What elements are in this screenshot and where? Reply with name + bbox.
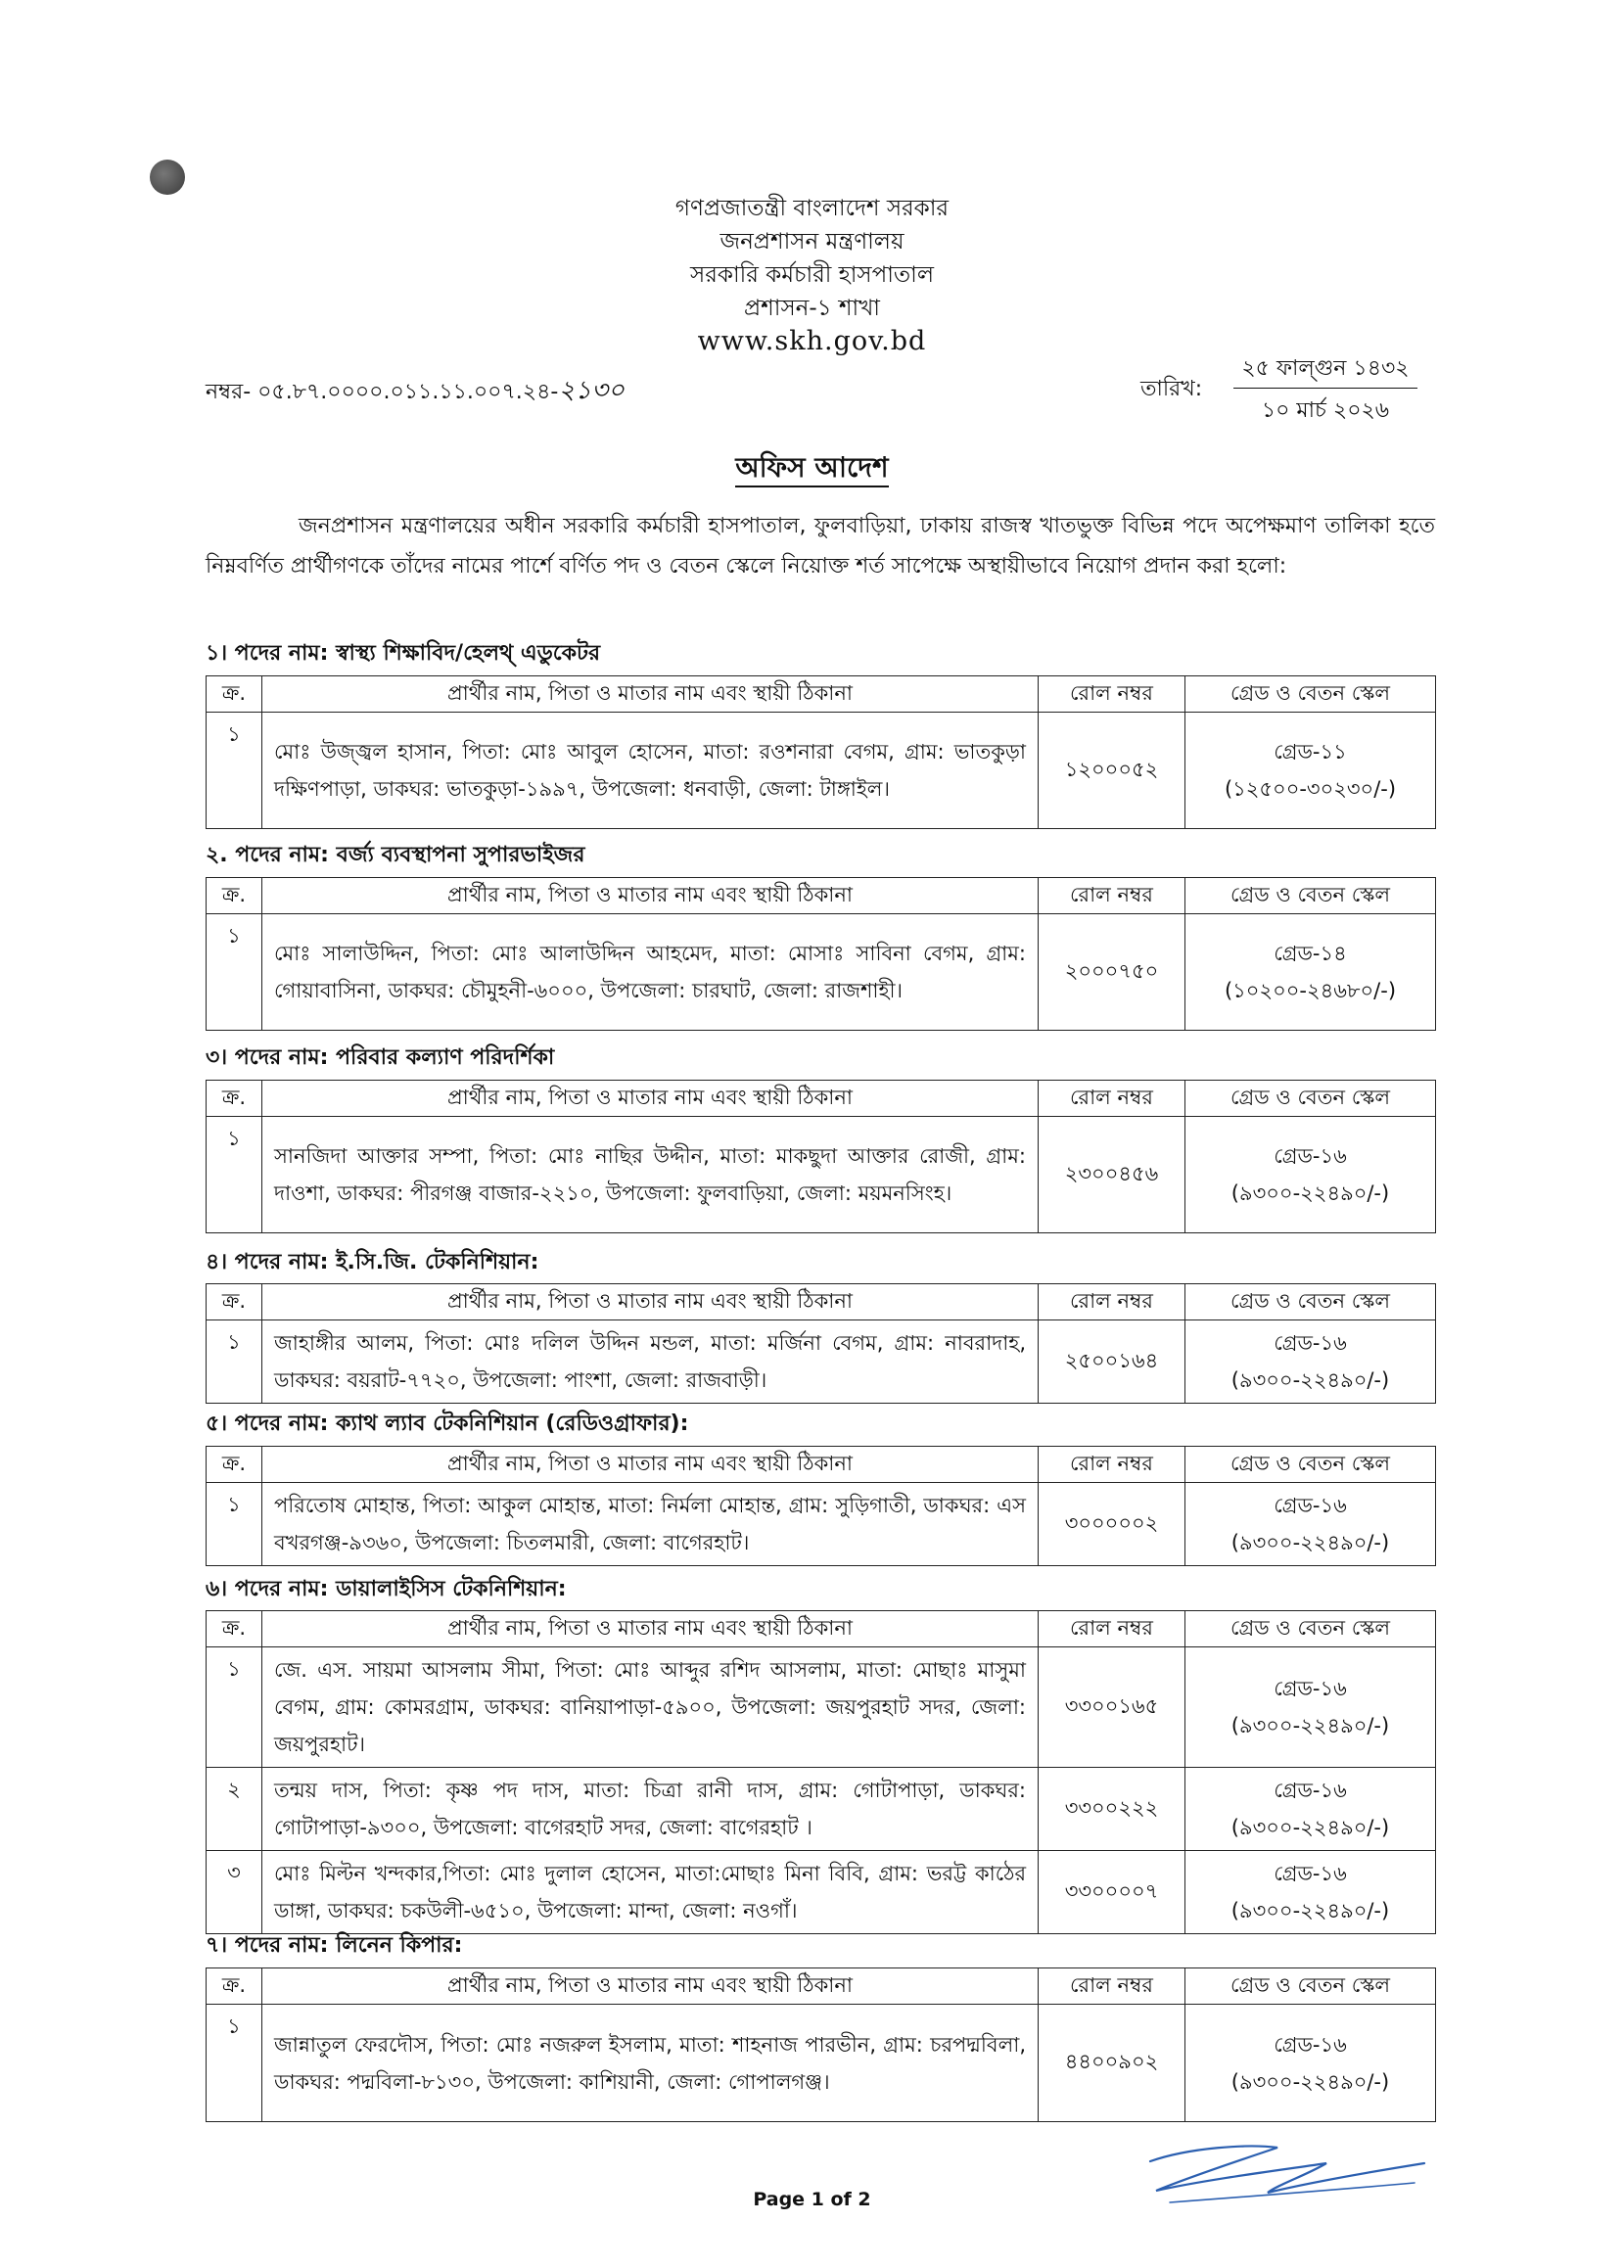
section-title: ৭। পদের নাম: লিনেন কিপার: (206, 1933, 463, 1958)
date-label: তারিখ: (1140, 377, 1203, 401)
pay-scale: (৯৩০০-২২৪৯০/-) (1230, 2069, 1390, 2094)
serial-header: ক্র. (207, 1968, 262, 2005)
grade-label: গ্রেড-১১ (1274, 740, 1347, 764)
pay-scale: (৯৩০০-২২৪৯০/-) (1230, 1181, 1390, 1205)
signature (1131, 2134, 1444, 2212)
table-row (207, 1483, 1436, 1566)
table-header-row (207, 1447, 1436, 1483)
table-header-row (207, 878, 1436, 914)
candidate-header: প্রার্থীর নাম, পিতা ও মাতার নাম এবং স্থায়ী ঠিকানা (262, 1611, 1039, 1647)
table-row (207, 1768, 1436, 1851)
appointment-table (206, 1080, 1436, 1233)
appointment-table (206, 1610, 1436, 1934)
serial-header: ক্র. (207, 1284, 262, 1320)
section-title: ৬। পদের নাম: ডায়ালাইসিস টেকনিশিয়ান: (206, 1577, 567, 1601)
grade-cell (1185, 1320, 1436, 1404)
pay-scale: (৯৩০০-২২৪৯০/-) (1230, 1368, 1390, 1392)
letterhead (0, 192, 1624, 358)
section-title: ৩। পদের নাম: পরিবার কল্যাণ পরিদর্শিকা (206, 1045, 555, 1070)
pay-scale: (৯৩০০-২২৪৯০/-) (1230, 1714, 1390, 1737)
page-number: Page 1 of 2 (753, 2189, 871, 2210)
roll-cell: ৩৩০০১৬৫ (1039, 1647, 1185, 1768)
table-header-row (207, 1081, 1436, 1117)
serial-cell: ১ (207, 914, 262, 1031)
candidate-cell: তন্ময় দাস, পিতা: কৃষ্ণ পদ দাস, মাতা: চিত্রা রানী দাস, গ্রাম: গোটাপাড়া, ডাকঘর: গোটাপাড়া-৯৩০০, উপজেলা: বাগেরহাট সদর, জেলা: বাগেরহাট । (262, 1768, 1039, 1851)
candidate-cell: জে. এস. সায়মা আসলাম সীমা, পিতা: মোঃ আব্দুর রশিদ আসলাম, মাতা: মোছাঃ মাসুমা বেগম, গ্রাম: কোমরগ্রাম, ডাকঘর: বানিয়াপাড়া-৫৯০০, উপজেলা: জয়পুরহাট সদর, জেলা: জয়পুরহাট। (262, 1647, 1039, 1768)
grade-label: গ্রেড-১৬ (1274, 1144, 1347, 1168)
serial-header: ক্র. (207, 1447, 262, 1483)
serial-header: ক্র. (207, 878, 262, 914)
branch-name: প্রশাসন-১ শাখা (744, 296, 880, 321)
appointment-table (206, 1967, 1436, 2122)
grade-label: গ্রেড-১৬ (1274, 1494, 1347, 1517)
grade-label: গ্রেড-১৬ (1274, 1331, 1347, 1355)
roll-cell: ২৩০০৪৫৬ (1039, 1117, 1185, 1233)
memo-number-text: নম্বর- ০৫.৮৭.০০০০.০১১.১১.০০৭.২৪- (206, 380, 559, 404)
table-row (207, 1320, 1436, 1404)
candidate-cell: মোঃ উজ্জ্বল হাসান, পিতা: মোঃ আবুল হোসেন, মাতা: রওশনারা বেগম, গ্রাম: ভাতকুড়া দক্ষিণপাড়া, ডাকঘর: ভাতকুড়া-১৯৯৭, উপজেলা: ধনবাড়ী, জেলা: টাঙ্গাইল। (262, 713, 1039, 829)
appointment-table (206, 1446, 1436, 1566)
roll-cell: ২৫০০১৬৪ (1039, 1320, 1185, 1404)
grade-label: গ্রেড-১৬ (1274, 1677, 1347, 1700)
grade-cell (1185, 1851, 1436, 1934)
grade-header: গ্রেড ও বেতন স্কেল (1185, 878, 1436, 914)
table-header-row (207, 676, 1436, 713)
table-row (207, 713, 1436, 829)
roll-header: রোল নম্বর (1039, 878, 1185, 914)
website: www.skh.gov.bd (697, 326, 927, 356)
date-bangla: ২৫ ফাল্গুন ১৪৩২ (1233, 354, 1417, 389)
pay-scale: (৯৩০০-২২৪৯০/-) (1230, 1531, 1390, 1554)
hospital-name: সরকারি কর্মচারী হাসপাতাল (690, 262, 934, 288)
roll-header: রোল নম্বর (1039, 1284, 1185, 1320)
candidate-header: প্রার্থীর নাম, পিতা ও মাতার নাম এবং স্থায়ী ঠিকানা (262, 1284, 1039, 1320)
pay-scale: (১০২০০-২৪৬৮০/-) (1224, 979, 1397, 1002)
serial-cell: ১ (207, 713, 262, 829)
roll-header: রোল নম্বর (1039, 1447, 1185, 1483)
appointment-table (206, 877, 1436, 1031)
roll-cell: ৩৩০০০০৭ (1039, 1851, 1185, 1934)
grade-label: গ্রেড-১৬ (1274, 1862, 1347, 1885)
grade-cell (1185, 1483, 1436, 1566)
roll-cell: ৩০০০০০২ (1039, 1483, 1185, 1566)
table-row (207, 1647, 1436, 1768)
order-title-text: অফিস আদেশ (735, 451, 888, 487)
candidate-header: প্রার্থীর নাম, পিতা ও মাতার নাম এবং স্থায়ী ঠিকানা (262, 1968, 1039, 2005)
appointment-table (206, 675, 1436, 829)
candidate-cell: সানজিদা আক্তার সম্পা, পিতা: মোঃ নাছির উদ্দীন, মাতা: মাকছুদা আক্তার রোজী, গ্রাম: দাওশা, ডাকঘর: পীরগঞ্জ বাজার-২২১০, উপজেলা: ফুলবাড়িয়া, জেলা: ময়মনসিংহ। (262, 1117, 1039, 1233)
section-title: ৪। পদের নাম: ই.সি.জি. টেকনিশিয়ান: (206, 1250, 539, 1274)
grade-cell (1185, 713, 1436, 829)
serial-header: ক্র. (207, 676, 262, 713)
roll-cell: ২০০০৭৫০ (1039, 914, 1185, 1031)
grade-header: গ্রেড ও বেতন স্কেল (1185, 1611, 1436, 1647)
appointment-table (206, 1283, 1436, 1404)
serial-cell: ১ (207, 2005, 262, 2122)
serial-cell: ২ (207, 1768, 262, 1851)
grade-cell (1185, 1117, 1436, 1233)
table-header-row (207, 1611, 1436, 1647)
serial-cell: ১ (207, 1483, 262, 1566)
candidate-cell: মোঃ মিল্টন খন্দকার,পিতা: মোঃ দুলাল হোসেন, মাতা:মোছাঃ মিনা বিবি, গ্রাম: ভরট্ট কাঠের ডাঙ্গা, ডাকঘর: চকউলী-৬৫১০, উপজেলা: মান্দা, জেলা: নওগাঁ। (262, 1851, 1039, 1934)
table-row (207, 2005, 1436, 2122)
section-title: ১। পদের নাম: স্বাস্থ্য শিক্ষাবিদ/হেলথ্ এডুকেটর (206, 641, 601, 666)
section-title: ২. পদের নাম: বর্জ্য ব্যবস্থাপনা সুপারভাইজর (206, 843, 585, 867)
ministry-name: জনপ্রশাসন মন্ত্রণালয় (719, 229, 905, 255)
grade-cell (1185, 2005, 1436, 2122)
roll-header: রোল নম্বর (1039, 1081, 1185, 1117)
grade-label: গ্রেড-১৬ (1274, 1779, 1347, 1802)
serial-header: ক্র. (207, 1081, 262, 1117)
serial-cell: ১ (207, 1647, 262, 1768)
roll-cell: ৩৩০০২২২ (1039, 1768, 1185, 1851)
section-title: ৫। পদের নাম: ক্যাথ ল্যাব টেকনিশিয়ান (রেডিওগ্রাফার): (206, 1412, 689, 1436)
serial-cell: ৩ (207, 1851, 262, 1934)
candidate-cell: জান্নাতুল ফেরদৌস, পিতা: মোঃ নজরুল ইসলাম, মাতা: শাহনাজ পারভীন, গ্রাম: চরপদ্মবিলা, ডাকঘর: পদ্মবিলা-৮১৩০, উপজেলা: কাশিয়ানী, জেলা: গোপালগঞ্জ। (262, 2005, 1039, 2122)
roll-cell: ১২০০০৫২ (1039, 713, 1185, 829)
grade-header: গ্রেড ও বেতন স্কেল (1185, 1968, 1436, 2005)
serial-cell: ১ (207, 1117, 262, 1233)
grade-header: গ্রেড ও বেতন স্কেল (1185, 1081, 1436, 1117)
table-row (207, 1117, 1436, 1233)
serial-header: ক্র. (207, 1611, 262, 1647)
grade-cell (1185, 1647, 1436, 1768)
government-name: গণপ্রজাতন্ত্রী বাংলাদেশ সরকার (674, 196, 950, 221)
grade-cell (1185, 1768, 1436, 1851)
date-gregorian: ১০ মার্চ ২০২৬ (1261, 398, 1390, 423)
grade-label: গ্রেড-১৬ (1274, 2032, 1347, 2057)
candidate-cell: পরিতোষ মোহান্ত, পিতা: আকুল মোহান্ত, মাতা: নির্মলা মোহান্ত, গ্রাম: সুড়িগাতী, ডাকঘর: এস বখরগঞ্জ-৯৩৬০, উপজেলা: চিতলমারী, জেলা: বাগেরহাট। (262, 1483, 1039, 1566)
grade-cell (1185, 914, 1436, 1031)
memo-number (206, 370, 625, 413)
pay-scale: (৯৩০০-২২৪৯০/-) (1230, 1899, 1390, 1922)
candidate-header: প্রার্থীর নাম, পিতা ও মাতার নাম এবং স্থায়ী ঠিকানা (262, 676, 1039, 713)
order-title (0, 446, 1624, 492)
grade-header: গ্রেড ও বেতন স্কেল (1185, 1284, 1436, 1320)
candidate-cell: জাহাঙ্গীর আলম, পিতা: মোঃ দলিল উদ্দিন মন্ডল, মাতা: মর্জিনা বেগম, গ্রাম: নাবরাদাহ, ডাকঘর: বয়রাট-৭৭২০, উপজেলা: পাংশা, জেলা: রাজবাড়ী। (262, 1320, 1039, 1404)
punch-hole (150, 160, 185, 195)
candidate-header: প্রার্থীর নাম, পিতা ও মাতার নাম এবং স্থায়ী ঠিকানা (262, 1081, 1039, 1117)
roll-header: রোল নম্বর (1039, 1611, 1185, 1647)
candidate-cell: মোঃ সালাউদ্দিন, পিতা: মোঃ আলাউদ্দিন আহমেদ, মাতা: মোসাঃ সাবিনা বেগম, গ্রাম: গোয়াবাসিনা, ডাকঘর: চৌমুহনী-৬০০০, উপজেলা: চারঘাট, জেলা: রাজশাহী। (262, 914, 1039, 1031)
date-block (1233, 354, 1417, 428)
table-row (207, 1851, 1436, 1934)
candidate-header: প্রার্থীর নাম, পিতা ও মাতার নাম এবং স্থায়ী ঠিকানা (262, 1447, 1039, 1483)
table-row (207, 914, 1436, 1031)
roll-header: রোল নম্বর (1039, 676, 1185, 713)
memo-number-handwritten: ২১৩০ (558, 376, 625, 405)
candidate-header: প্রার্থীর নাম, পিতা ও মাতার নাম এবং স্থায়ী ঠিকানা (262, 878, 1039, 914)
grade-header: গ্রেড ও বেতন স্কেল (1185, 1447, 1436, 1483)
roll-header: রোল নম্বর (1039, 1968, 1185, 2005)
grade-header: গ্রেড ও বেতন স্কেল (1185, 676, 1436, 713)
table-header-row (207, 1284, 1436, 1320)
table-header-row (207, 1968, 1436, 2005)
intro-paragraph: জনপ্রশাসন মন্ত্রণালয়ের অধীন সরকারি কর্মচারী হাসপাতাল, ফুলবাড়িয়া, ঢাকায় রাজস্ব খাতভুক্ত বিভিন্ন পদে অপেক্ষমাণ তালিকা হতে নিম্নবর্ণিত প্রার্থীগণকে তাঁদের নামের পার্শে বর্ণিত পদ ও বেতন স্কেলে নিয়োক্ত শর্ত সাপেক্ষে অস্থায়ীভাবে নিয়োগ প্রদান করা হলো: (206, 514, 1435, 579)
serial-cell: ১ (207, 1320, 262, 1404)
pay-scale: (১২৫০০-৩০২৩০/-) (1224, 777, 1397, 801)
pay-scale: (৯৩০০-২২৪৯০/-) (1230, 1816, 1390, 1839)
grade-label: গ্রেড-১৪ (1274, 942, 1347, 965)
roll-cell: ৪৪০০৯০২ (1039, 2005, 1185, 2122)
